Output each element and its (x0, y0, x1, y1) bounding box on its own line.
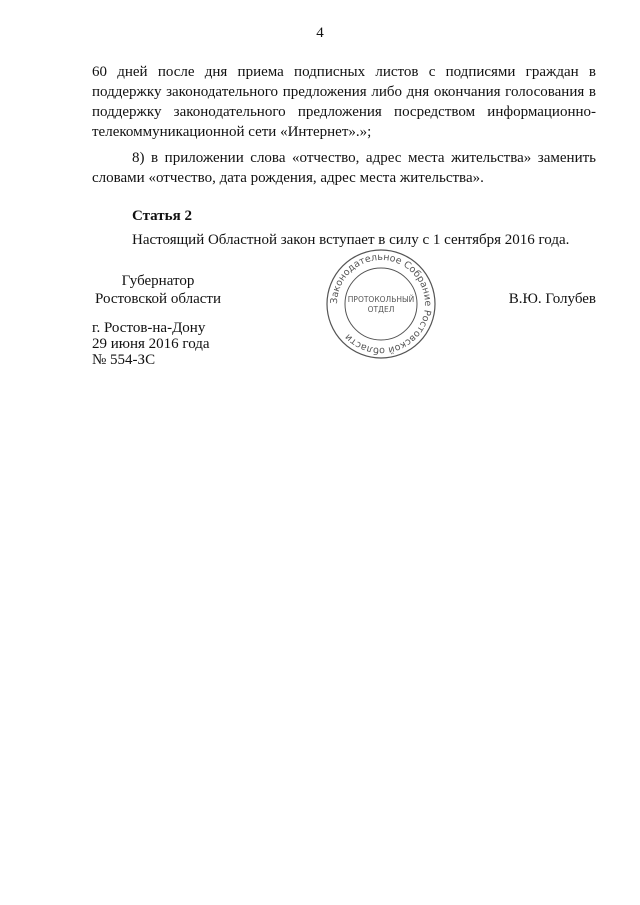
document-date: 29 июня 2016 года (92, 336, 210, 352)
document-body (92, 62, 596, 250)
place-date-block (92, 320, 210, 368)
paragraph-item-8: 8) в приложении слова «отчество, адрес места жительства» заменить словами «отчество, дата рождения, адрес места жительства». (92, 150, 596, 186)
signatory-title-line1: Губернатор (121, 273, 195, 289)
signatory-title-line2: Ростовской области (95, 291, 221, 307)
paragraph-continuation: 60 дней после дня приема подписных листов с подписями граждан в поддержку законодательного предложения либо дня окончания голосования в поддержку законодательного предложения посредством информационно-телекоммуникационной сети «Интернет».»; (92, 64, 596, 140)
seal-center-line1: ПРОТОКОЛЬНЫЙ (347, 295, 415, 304)
seal-ring-text: Законодательное Собрание Ростовской области (328, 251, 434, 357)
article-text: Настоящий Областной закон вступает в силу с 1 сентября 2016 года. (132, 232, 570, 248)
article-heading: Статья 2 (132, 208, 192, 224)
document-number: № 554-ЗС (92, 352, 156, 368)
official-seal-icon (322, 248, 440, 360)
page-number: 4 (316, 25, 324, 41)
seal-center-line2: ОТДЕЛ (367, 305, 395, 314)
seal-inner-ring (345, 268, 417, 340)
signatory-title (92, 272, 224, 308)
seal-outer-ring (327, 250, 435, 358)
place-city: г. Ростов-на-Дону (92, 320, 206, 336)
signatory-name: В.Ю. Голубев (508, 291, 596, 307)
